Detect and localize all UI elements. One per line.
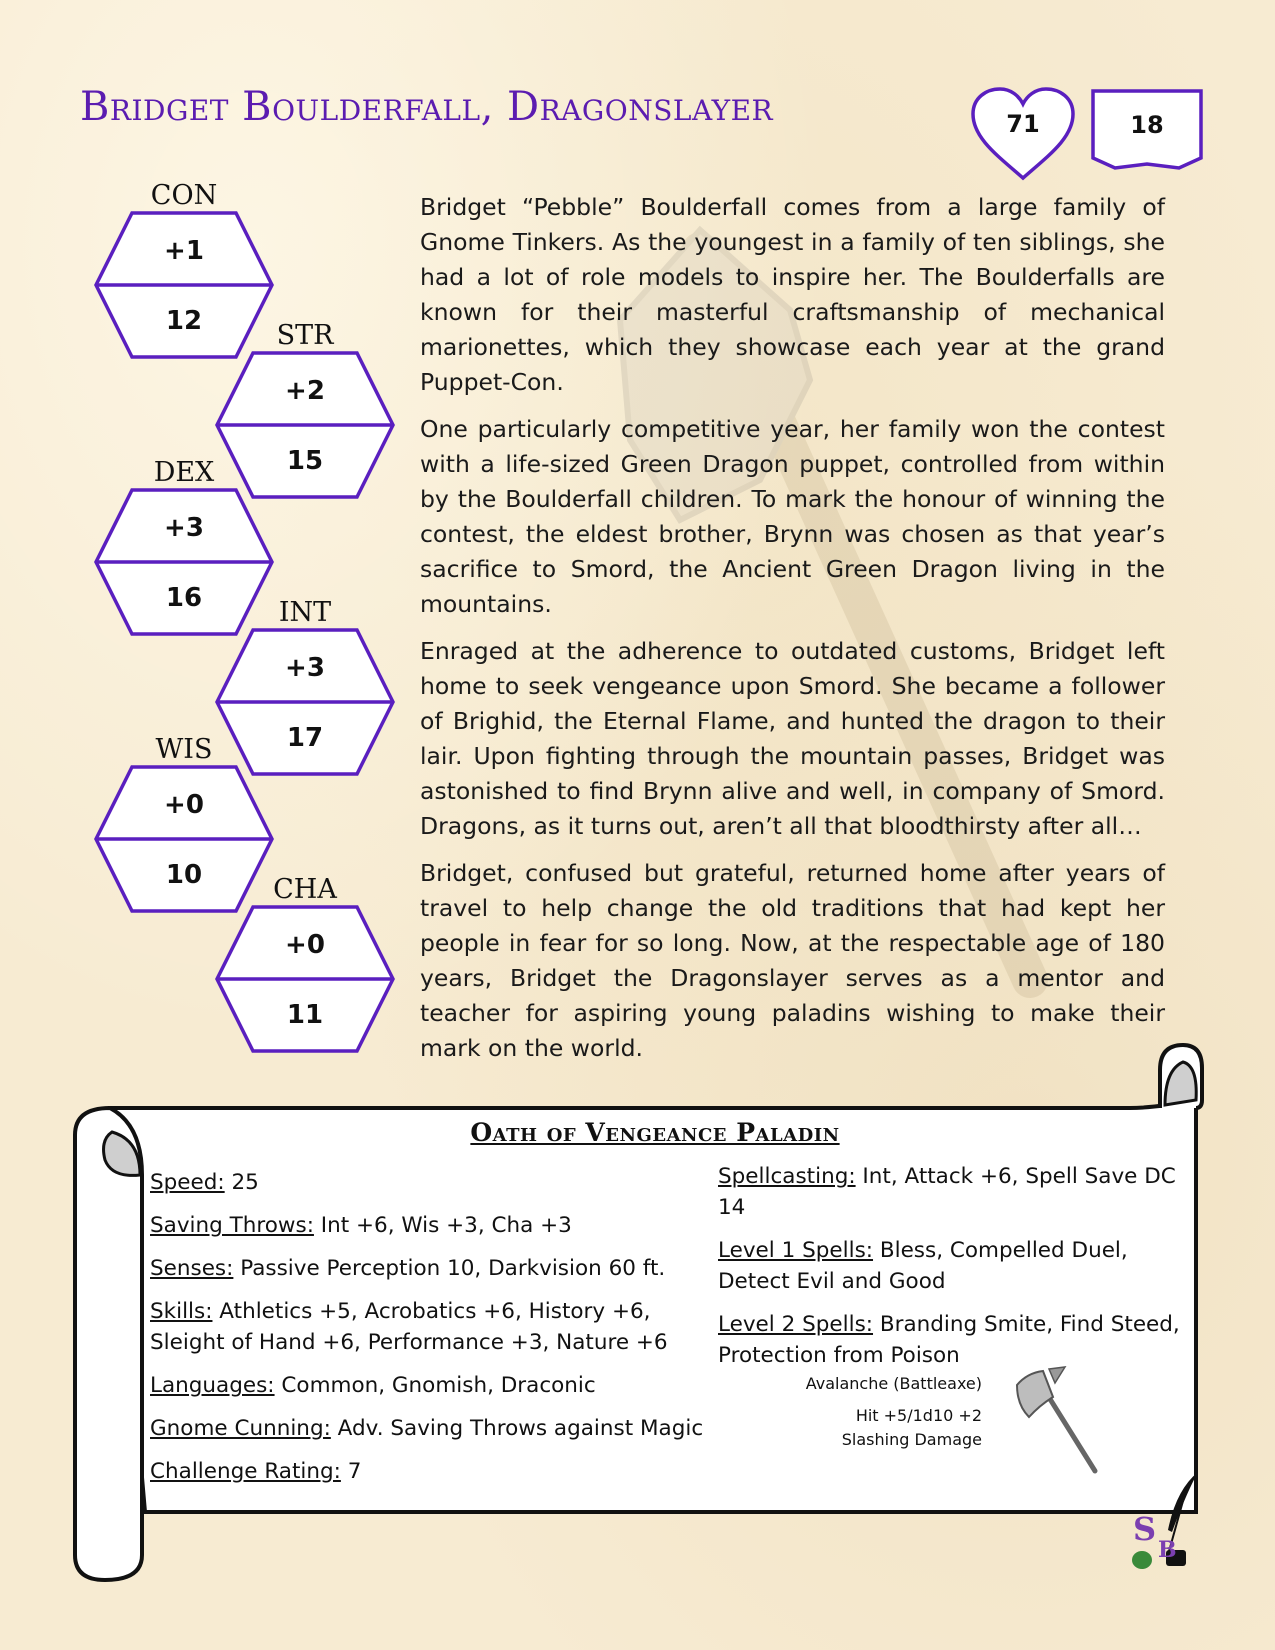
stat-modifier-wis: +0 — [164, 790, 204, 820]
weapon-hit: Hit +5/1d10 +2 — [855, 1406, 982, 1425]
stat-gnome-cunning: Gnome Cunning: Adv. Saving Throws against Magic — [150, 1416, 704, 1441]
stat-modifier-con: +1 — [164, 236, 204, 266]
stat-skills: Skills: Athletics +5, Acrobatics +6, History +6, Sleight of Hand +6, Performance +3, Nature +6 — [150, 1299, 668, 1355]
stat-saving-throws: Saving Throws: Int +6, Wis +3, Cha +3 — [150, 1213, 572, 1238]
stat-speed: Speed: 25 — [150, 1170, 259, 1195]
stat-label-int: INT — [278, 597, 332, 628]
stat-label-str: STR — [276, 320, 334, 351]
stat-label-dex: DEX — [153, 457, 215, 488]
stat-modifier-str: +2 — [285, 376, 325, 406]
stat-label-con: CON — [150, 180, 218, 211]
logo-letter-s: S — [1133, 1510, 1157, 1548]
page-title: Bridget Boulderfall, Dragonslayer — [80, 84, 774, 130]
stat-score-cha: 11 — [286, 1000, 324, 1030]
stat-modifier-dex: +3 — [164, 513, 204, 543]
stat-score-dex: 16 — [165, 583, 203, 613]
story-paragraph-2: One particularly competitive year, her family won the contest with a life-sized Green Dragon puppet, controlled from within by the Boulderfall children. To mark the honour of winning the contest, the eldest brother, Brynn was chosen as that year’s sacrifice to Smord, the Ancient Green Dragon living in the mountains. — [420, 415, 1165, 618]
battleaxe-icon — [1005, 1365, 1105, 1475]
stat-languages: Languages: Common, Gnomish, Draconic — [150, 1373, 596, 1398]
story-paragraph-1: Bridget “Pebble” Boulderfall comes from a large family of Gnome Tinkers. As the youngest in a family of ten siblings, she had a lot of role models to inspire her. The Boulderfalls are known for their masterful craftsmanship of mechanical marionettes, which they showcase each year at the grand Puppet-Con. — [420, 193, 1165, 396]
weapon-damage: Slashing Damage — [841, 1430, 982, 1449]
hit-points-value: 71 — [1006, 110, 1040, 138]
story-paragraph-4: Bridget, confused but grateful, returned home after years of travel to help change the old traditions that had kept her people in fear for so long. Now, at the respectable age of 180 years, Bridget the Dragonslayer serves as a mentor and teacher for aspiring young paladins wishing to make their mark on the world. — [420, 859, 1165, 1062]
stat-modifier-int: +3 — [285, 653, 325, 683]
stat-score-int: 17 — [286, 723, 324, 753]
story-paragraph-3: Enraged at the adherence to outdated customs, Bridget left home to seek vengeance upon Smord. She became a follower of Brighid, the Eternal Flame, and hunted the dragon to their lair. Upon fighting through the mountain passes, Bridget was astonished to find Brynn alive and well, in company of Smord. Dragons, as it turns out, aren’t all that bloodthirsty after all… — [420, 637, 1165, 840]
logo-letter-b: B — [1158, 1537, 1177, 1563]
stat-score-wis: 10 — [165, 860, 203, 890]
statblock-title: Oath of Vengeance Paladin — [470, 1118, 840, 1147]
stat-challenge-rating: Challenge Rating: 7 — [150, 1459, 362, 1484]
stat-score-str: 15 — [286, 446, 324, 476]
stat-score-con: 12 — [165, 306, 203, 336]
stat-level-2-spells: Level 2 Spells: Branding Smite, Find Steed, Protection from Poison — [718, 1312, 1180, 1368]
statblock-right-column — [718, 1161, 1193, 1383]
weapon-name: Avalanche (Battleaxe) — [805, 1374, 982, 1393]
stat-spellcasting: Spellcasting: Int, Attack +6, Spell Save DC 14 — [718, 1164, 1176, 1220]
stat-senses: Senses: Passive Perception 10, Darkvision 60 ft. — [150, 1256, 666, 1281]
armor-class-value: 18 — [1130, 111, 1164, 139]
stat-level-1-spells: Level 1 Spells: Bless, Compelled Duel, Detect Evil and Good — [718, 1238, 1128, 1294]
statblock-left-column — [150, 1167, 710, 1499]
stat-modifier-cha: +0 — [285, 930, 325, 960]
stat-label-cha: CHA — [273, 874, 337, 905]
stat-label-wis: WIS — [155, 734, 213, 765]
